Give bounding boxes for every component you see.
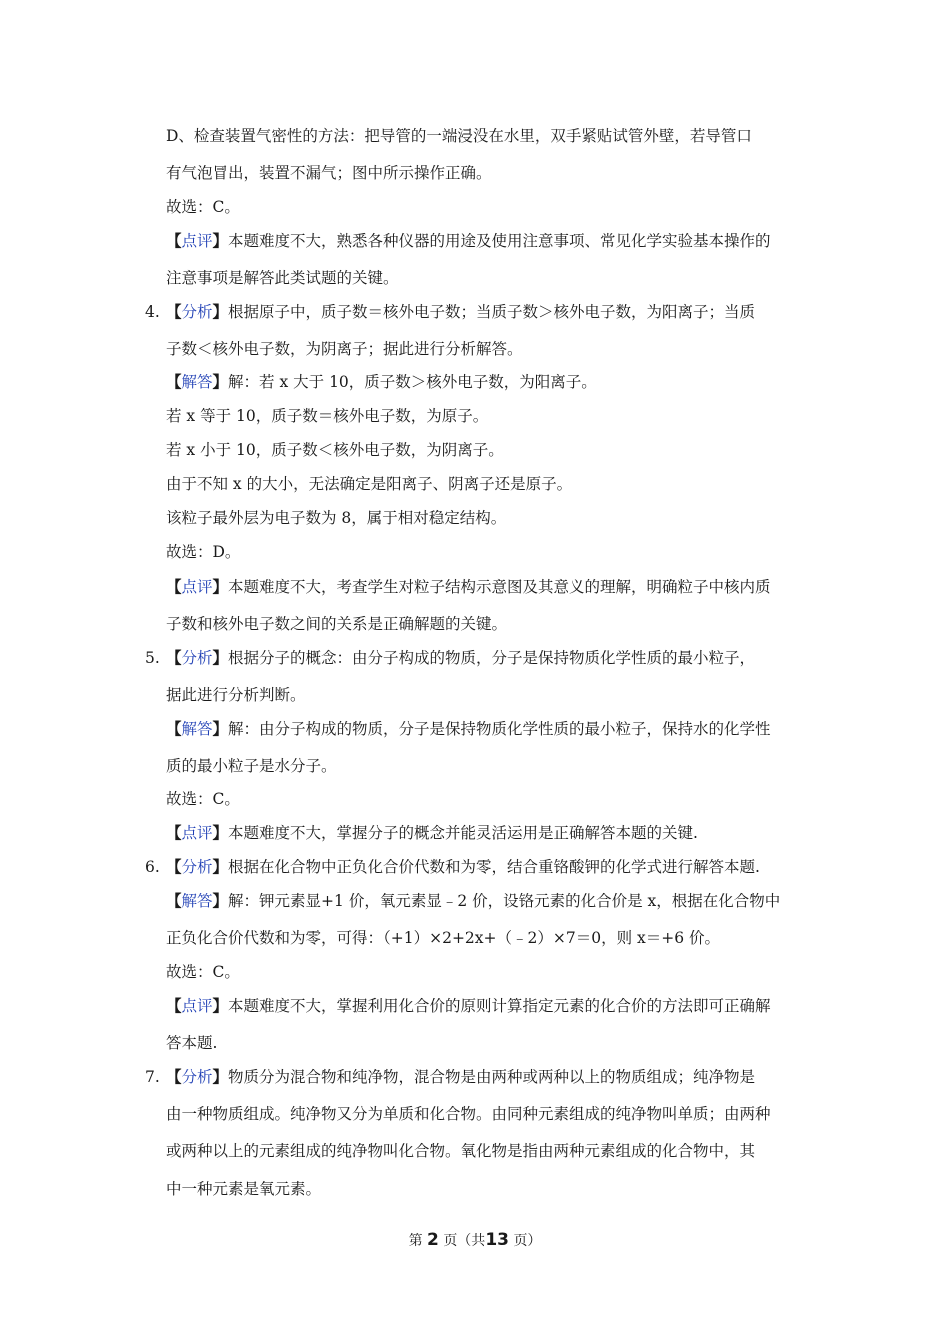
q3-answer: 故选：C。 [166,198,240,216]
solution-tag: 【解答】 [166,372,229,391]
q7-number: 7. [145,1068,160,1086]
q3-comment-line-1: 【点评】本题难度不大，熟悉各种仪器的用途及使用注意事项、常见化学实验基本操作的 [166,231,771,250]
q6-solution-line-2: 正负化合价代数和为零，可得：（+1）×2+2x+（﹣2）×7＝0，则 x＝+6 价。 [166,929,721,947]
q6-number: 6. [145,858,160,876]
comment-tag: 【点评】 [166,577,229,596]
q4-number: 4. [145,303,160,321]
footer-page-number: 2 [427,1230,439,1250]
q4-analysis-line-1: 【分析】根据原子中，质子数＝核外电子数；当质子数＞核外电子数，为阳离子；当质 [166,302,756,321]
footer-prefix: 第 [408,1233,423,1249]
q7-analysis-line-3: 或两种以上的元素组成的纯净物叫化合物。氧化物是指由两种元素组成的化合物中，其 [166,1142,756,1160]
q4-analysis-line-2: 子数＜核外电子数，为阴离子；据此进行分析解答。 [166,340,523,358]
comment-tag: 【点评】 [166,823,229,842]
q7-analysis-line-1: 【分析】物质分为混合物和纯净物，混合物是由两种或两种以上的物质组成；纯净物是 [166,1067,756,1086]
comment-tag: 【点评】 [166,231,229,250]
comment-tag: 【点评】 [166,996,229,1015]
solution-tag: 【解答】 [166,891,229,910]
q6-comment-line-2: 答本题. [166,1034,218,1052]
analysis-tag: 【分析】 [166,1067,229,1086]
q5-solution-line-1: 【解答】解：由分子构成的物质，分子是保持物质化学性质的最小粒子，保持水的化学性 [166,719,771,738]
page-footer [0,1230,950,1251]
q4-text-line-6: 该粒子最外层为电子数为 8，属于相对稳定结构。 [166,509,507,527]
q5-comment-line-1: 【点评】本题难度不大，掌握分子的概念并能灵活运用是正确解答本题的关键. [166,823,698,842]
analysis-tag: 【分析】 [166,648,229,667]
q4-text-line-3: 若 x 等于 10，质子数＝核外电子数，为原子。 [166,407,489,425]
footer-middle: 页（共 [443,1233,486,1249]
q4-text-line-5: 由于不知 x 的大小，无法确定是阳离子、阴离子还是原子。 [166,475,573,493]
q4-text-line-4: 若 x 小于 10，质子数＜核外电子数，为阴离子。 [166,441,504,459]
footer-suffix: 页） [513,1233,542,1249]
q3-text-line-1: D、检查装置气密性的方法：把导管的一端浸没在水里，双手紧贴试管外壁，若导管口 [166,127,752,145]
q4-comment-line-2: 子数和核外电子数之间的关系是正确解题的关键。 [166,615,508,633]
footer-total-pages: 13 [485,1230,509,1250]
q5-analysis-line-1: 【分析】根据分子的概念：由分子构成的物质，分子是保持物质化学性质的最小粒子， [166,648,756,667]
q4-comment-line-1: 【点评】本题难度不大，考查学生对粒子结构示意图及其意义的理解，明确粒子中核内质 [166,577,771,596]
q7-analysis-line-2: 由一种物质组成。纯净物又分为单质和化合物。由同种元素组成的纯净物叫单质；由两种 [166,1105,771,1123]
q4-solution-line-1: 【解答】解：若 x 大于 10，质子数＞核外电子数，为阳离子。 [166,372,597,391]
q5-answer: 故选：C。 [166,790,240,808]
q3-text-line-2: 有气泡冒出，装置不漏气；图中所示操作正确。 [166,164,492,182]
q5-analysis-line-2: 据此进行分析判断。 [166,686,306,704]
analysis-tag: 【分析】 [166,302,229,321]
q6-solution-line-1: 【解答】解：钾元素显+1 价，氧元素显﹣2 价，设铬元素的化合价是 x，根据在化合物中 [166,891,781,910]
analysis-tag: 【分析】 [166,857,229,876]
q4-answer: 故选：D。 [166,543,241,561]
q5-number: 5. [145,649,160,667]
q7-analysis-line-4: 中一种元素是氧元素。 [166,1180,322,1198]
q6-answer: 故选：C。 [166,963,240,981]
q6-analysis-line-1: 【分析】根据在化合物中正负化合价代数和为零，结合重铬酸钾的化学式进行解答本题. [166,857,760,876]
q6-comment-line-1: 【点评】本题难度不大，掌握利用化合价的原则计算指定元素的化合价的方法即可正确解 [166,996,771,1015]
solution-tag: 【解答】 [166,719,229,738]
q3-comment-line-2: 注意事项是解答此类试题的关键。 [166,269,399,287]
q5-solution-line-2: 质的最小粒子是水分子。 [166,757,337,775]
